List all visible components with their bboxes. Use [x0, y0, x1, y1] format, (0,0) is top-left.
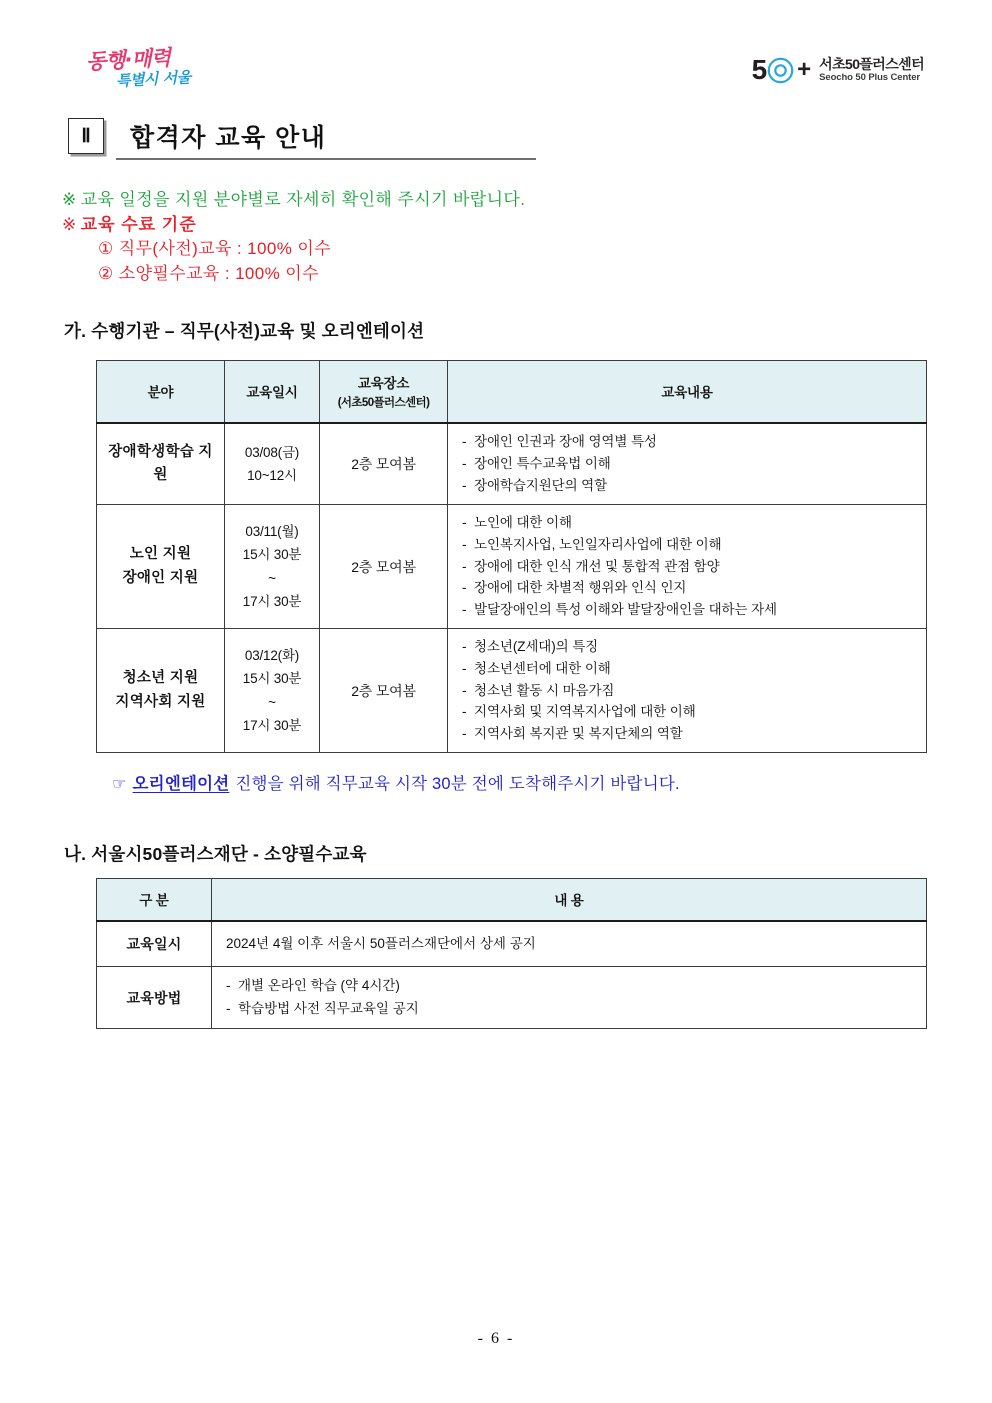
th-where-main: 교육장소	[357, 376, 410, 392]
notice-line-criteria	[62, 213, 932, 238]
notice-item-2	[62, 262, 932, 287]
mandatory-training-table	[96, 878, 927, 1029]
cell-field	[97, 505, 225, 629]
when-line: 17시 30분	[242, 593, 302, 609]
seoul-logo-line1: 동행·매력	[85, 45, 171, 74]
field-line: 지역사회 지원	[115, 693, 206, 710]
cell-body	[212, 967, 927, 1029]
content-item: - 장애인 특수교육법 이해	[462, 453, 920, 475]
cell-where: 2층 모여봄	[320, 505, 448, 629]
cell-when	[225, 629, 320, 753]
content-item: - 청소년(Z세대)의 특징	[462, 636, 920, 658]
content-item: - 장애학습지원단의 역할	[462, 475, 920, 497]
when-line: 15시 30분	[242, 671, 302, 687]
cell-content	[448, 423, 927, 505]
body-line: - 학습방법 사전 직무교육일 공지	[226, 998, 920, 1020]
section-roman-numeral: Ⅱ	[68, 118, 104, 154]
subsection-b-heading: 나. 서울시50플러스재단 - 소양필수교육	[64, 844, 367, 864]
table-row	[97, 423, 927, 505]
fifty-plus-digit: 5	[751, 54, 767, 85]
th-where	[320, 361, 448, 423]
notice-text-criteria: 교육 수료 기준	[80, 214, 197, 234]
notice-mark-2: ※	[62, 214, 77, 234]
cell-content	[448, 505, 927, 629]
cell-field	[97, 629, 225, 753]
content-item: - 청소년 활동 시 마음가짐	[462, 680, 920, 702]
seoul-logo-line2: 특별시 서울	[115, 68, 192, 90]
th-where-sub: (서초50플러스센터)	[337, 397, 430, 410]
page-header	[0, 0, 992, 90]
content-item: - 장애인 인권과 장애 영역별 특성	[462, 431, 920, 453]
fifty-plus-ring-icon	[767, 57, 794, 84]
training-table-body	[97, 423, 927, 753]
orientation-note	[112, 770, 680, 794]
seocho-logo-names	[819, 56, 924, 84]
seocho-50plus-center-logo	[752, 56, 924, 84]
notice-block	[62, 188, 932, 287]
training-schedule-table	[96, 360, 927, 753]
table-row	[97, 505, 927, 629]
th-field: 분야	[97, 361, 225, 423]
when-line: 03/08(금)	[244, 444, 300, 460]
orientation-note-text: 진행을 위해 직무교육 시작 30분 전에 도착해주시기 바랍니다.	[235, 775, 680, 793]
seocho-logo-name-en: Seocho 50 Plus Center	[819, 72, 921, 84]
fifty-plus-mark	[752, 56, 811, 84]
cell-content	[448, 629, 927, 753]
notice-item-1	[62, 237, 932, 262]
notice-text-schedule: 교육 일정을 지원 분야별로 자세히 확인해 주시기 바랍니다.	[80, 190, 526, 209]
content-item: - 노인복지사업, 노인일자리사업에 대한 이해	[462, 534, 920, 556]
table-header-row	[97, 361, 927, 423]
when-line: 03/11(월)	[245, 524, 299, 540]
content-item: - 지역사회 복지관 및 복지단체의 역할	[462, 723, 920, 745]
field-line: 청소년 지원	[122, 670, 199, 687]
section-title-block	[68, 118, 928, 160]
page-title: 합격자 교육 안내	[130, 124, 327, 152]
cell-field: 장애학생학습 지원	[97, 423, 225, 505]
th-content: 교육내용	[448, 361, 927, 423]
cell-division: 교육일시	[97, 921, 212, 967]
when-line: 10~12시	[247, 467, 297, 483]
notice-mark-1: ※	[62, 190, 77, 209]
body-line: - 개별 온라인 학습 (약 4시간)	[226, 975, 920, 997]
cell-when	[225, 423, 320, 505]
table-row	[97, 967, 927, 1029]
notice-item-2-text: ② 소양필수교육 : 100% 이수	[98, 263, 319, 283]
page-number: - 6 -	[477, 1330, 515, 1347]
content-item: - 장애에 대한 인식 개선 및 통합적 관점 함양	[462, 556, 920, 578]
fifty-plus-sign: +	[797, 56, 811, 83]
notice-item-1-text: ① 직무(사전)교육 : 100% 이수	[98, 239, 332, 259]
table-row	[97, 921, 927, 967]
content-item: - 장애에 대한 차별적 행위와 인식 인지	[462, 577, 920, 599]
cell-division: 교육방법	[97, 967, 212, 1029]
when-line: ~	[268, 570, 276, 586]
content-item: - 노인에 대한 이해	[462, 512, 920, 534]
when-line: 15시 30분	[242, 547, 302, 563]
cell-where: 2층 모여봄	[320, 423, 448, 505]
field-line: 노인 지원	[129, 546, 192, 563]
mandatory-table-body	[97, 921, 927, 1029]
when-line: 03/12(화)	[244, 648, 300, 664]
content-item: - 청소년센터에 대한 이해	[462, 658, 920, 680]
when-line: ~	[268, 694, 276, 710]
cell-where: 2층 모여봄	[320, 629, 448, 753]
orientation-note-emphasis: 오리엔테이션	[132, 775, 230, 793]
content-item: - 발달장애인의 특성 이해와 발달장애인을 대하는 자세	[462, 599, 920, 621]
th-body: 내 용	[212, 879, 927, 921]
notice-line-schedule	[62, 188, 932, 213]
training-table-head	[97, 361, 927, 423]
subsection-a-heading: 가. 수행기관 – 직무(사전)교육 및 오리엔테이션	[64, 321, 425, 341]
body-line: 2024년 4월 이후 서울시 50플러스재단에서 상세 공지	[226, 935, 536, 951]
field-line: 장애인 지원	[122, 569, 199, 586]
content-item: - 지역사회 및 지역복지사업에 대한 이해	[462, 701, 920, 723]
section-title-rule	[116, 158, 536, 160]
cell-when	[225, 505, 320, 629]
table-header-row	[97, 879, 927, 921]
section-title-line	[68, 118, 928, 154]
th-when: 교육일시	[225, 361, 320, 423]
seocho-logo-name-kr: 서초50플러스센터	[819, 56, 924, 72]
table-row	[97, 629, 927, 753]
seoul-city-logo	[85, 45, 211, 104]
when-line: 17시 30분	[242, 717, 302, 733]
pointing-hand-icon: ☞	[112, 776, 127, 793]
th-division: 구 분	[97, 879, 212, 921]
cell-body	[212, 921, 927, 967]
mandatory-table-head	[97, 879, 927, 921]
